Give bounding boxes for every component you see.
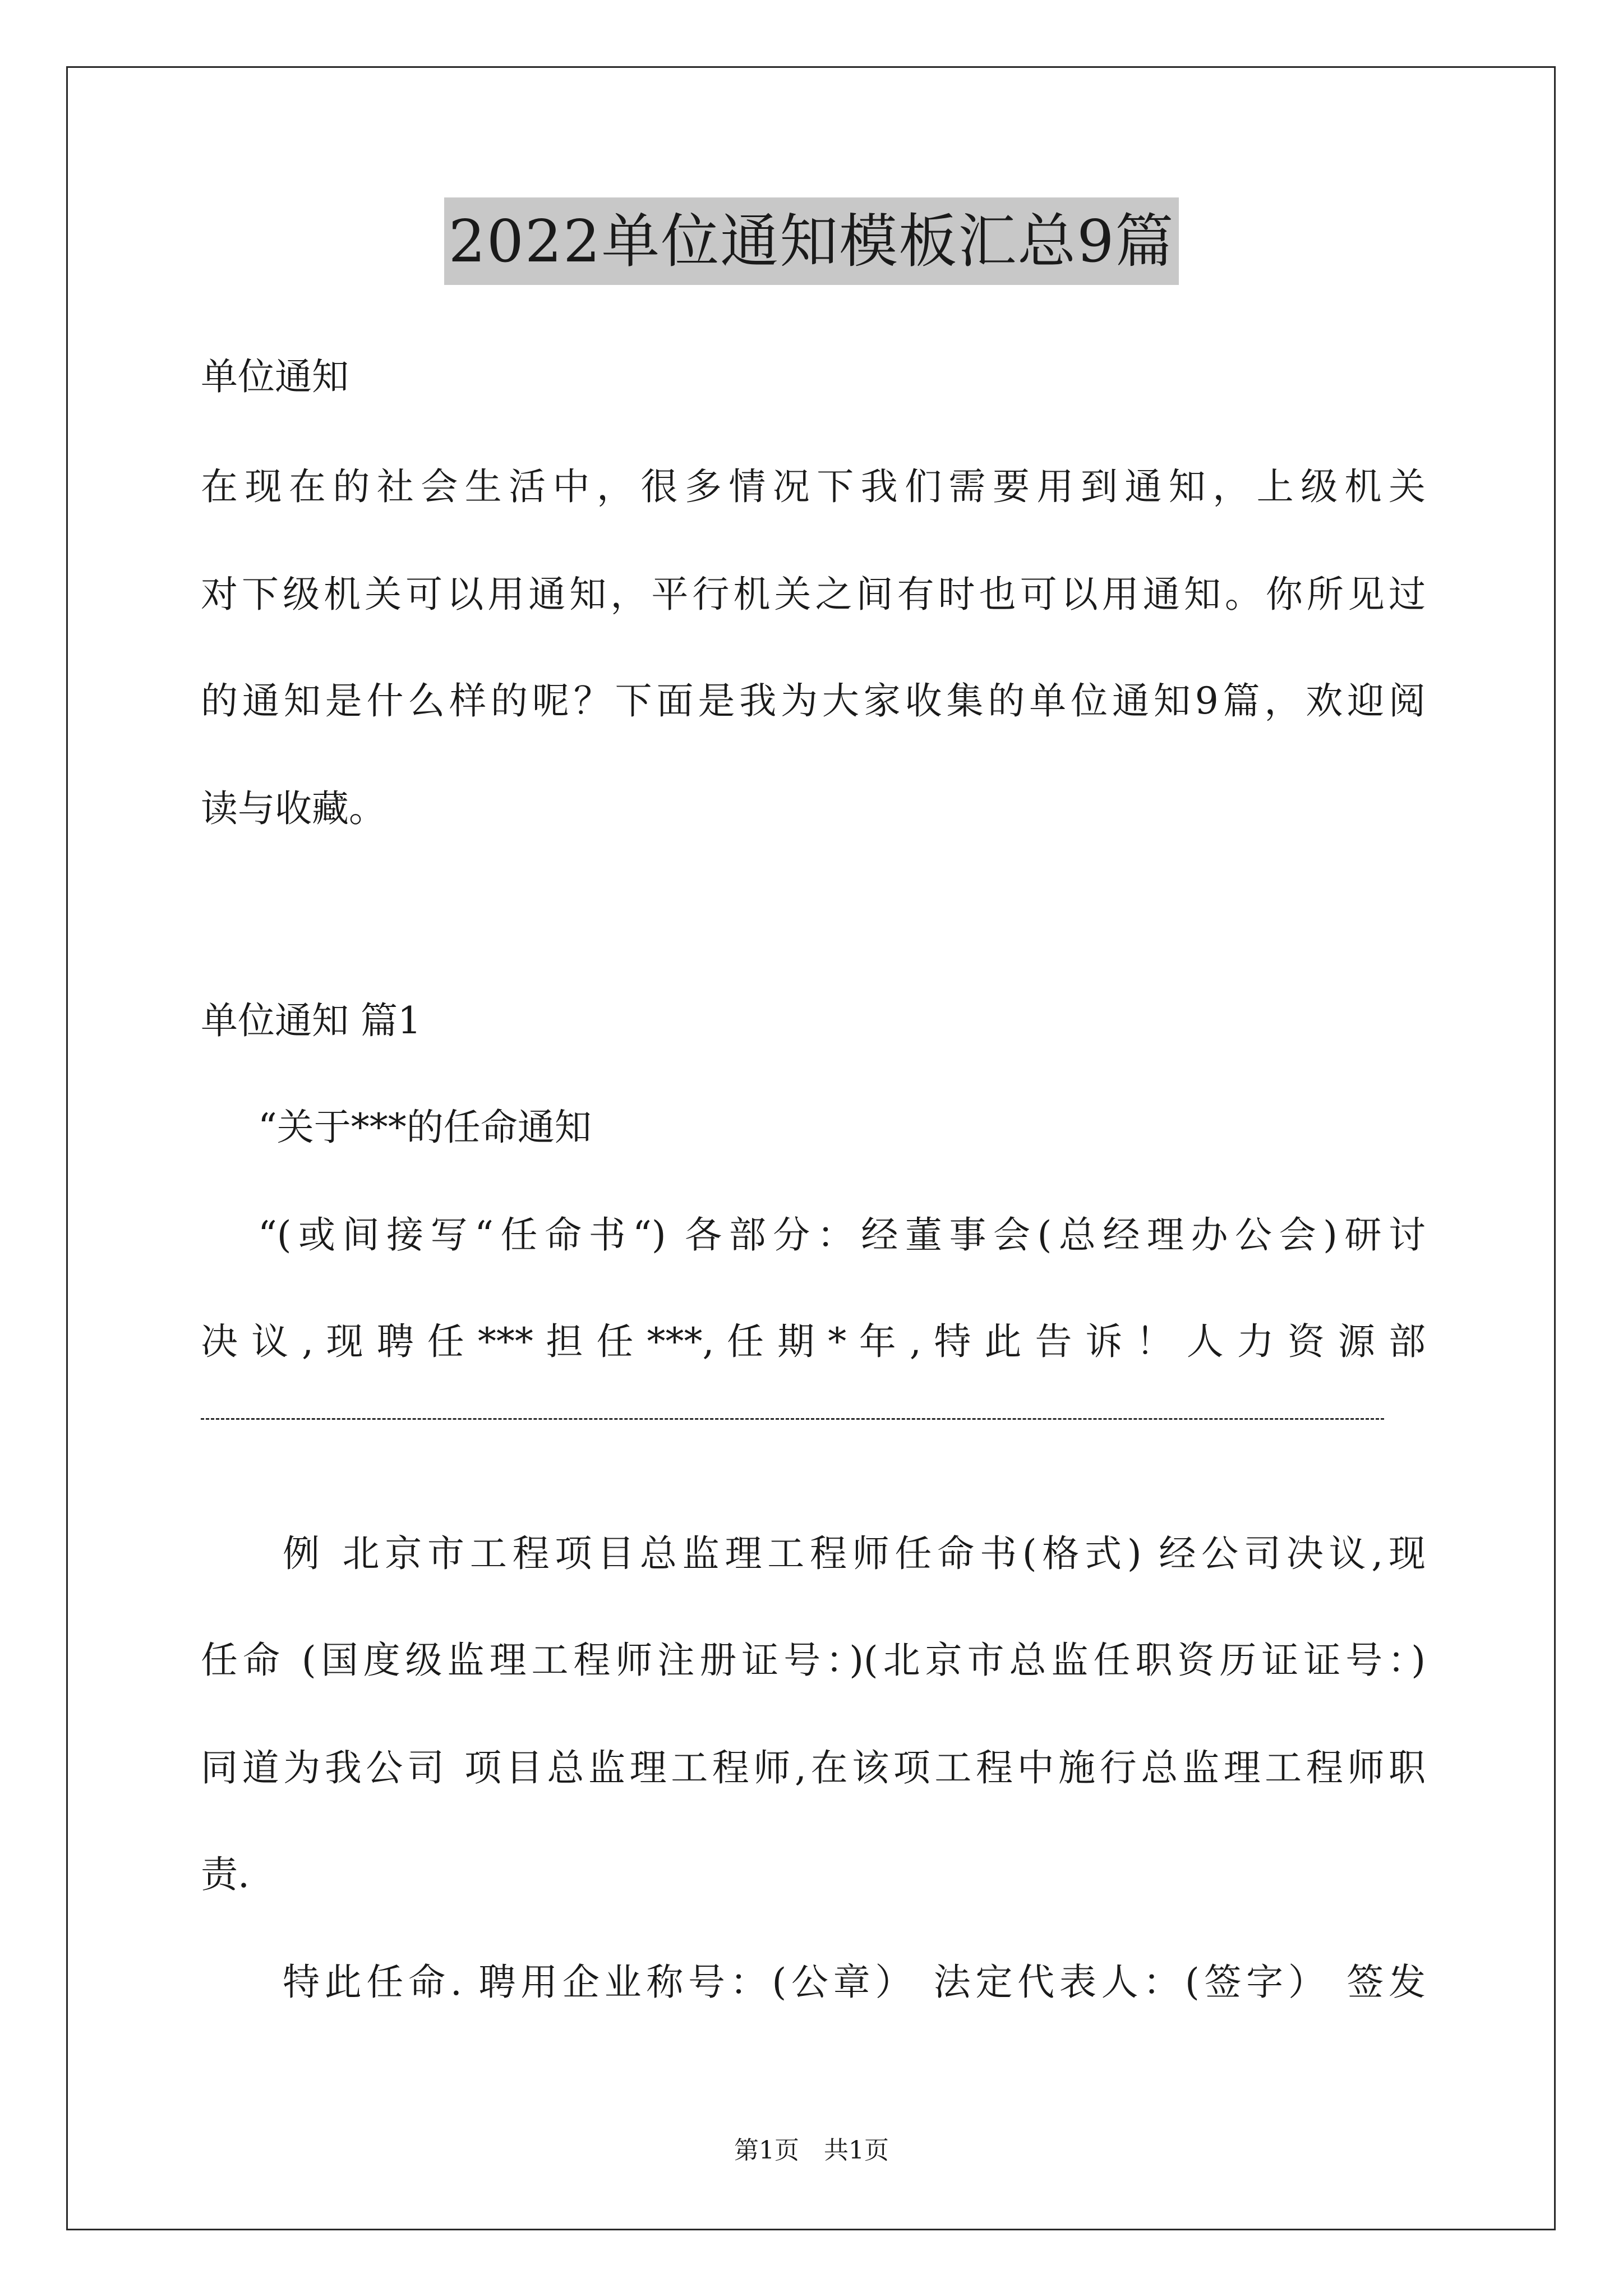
intro-line-2: 对下级机关可以用通知，平行机关之间有时也可以用通知。你所见过 bbox=[201, 573, 1426, 616]
example-line-4: 责. bbox=[201, 1853, 250, 1896]
intro-line-4: 读与收藏。 bbox=[201, 787, 386, 830]
part1-notice-title: “关于***的任命通知 bbox=[258, 1106, 592, 1149]
example-line-1: 例 北京市工程项目总监理工程师任命书(格式) 经公司决议,现 bbox=[283, 1532, 1426, 1575]
document-title: 2022单位通知模板汇总9篇 bbox=[444, 197, 1179, 285]
intro-line-1: 在现在的社会生活中，很多情况下我们需要用到通知，上级机关 bbox=[201, 465, 1426, 508]
title-container bbox=[0, 197, 1623, 285]
part1-body-line-1: “(或间接写“任命书“) 各部分：经董事会(总经理办公会)研讨 bbox=[258, 1213, 1426, 1257]
example-line-3: 同道为我公司 项目总监理工程师,在该项工程中施行总监理工程师职 bbox=[201, 1746, 1426, 1789]
part1-heading: 单位通知 篇1 bbox=[201, 999, 421, 1042]
example-line-2: 任命 (国度级监理工程师注册证号：)(北京市总监任职资历证证号：) bbox=[201, 1639, 1426, 1682]
intro-line-3: 的通知是什么样的呢？下面是我为大家收集的单位通知9篇，欢迎阅 bbox=[201, 679, 1426, 723]
part1-body-line-2: 决 议 , 现 聘 任 *** 担 任 ***, 任 期 * 年 , 特 此 告 诉 ！ 人 力 资 源 部 bbox=[201, 1320, 1426, 1363]
section-heading: 单位通知 bbox=[201, 355, 349, 398]
page-footer: 第1页 共1页 bbox=[734, 2136, 889, 2165]
dashed-divider bbox=[201, 1418, 1384, 1420]
closing-line: 特此任命. 聘用企业称号：(公章） 法定代表人：(签字） 签发 bbox=[283, 1961, 1426, 2004]
